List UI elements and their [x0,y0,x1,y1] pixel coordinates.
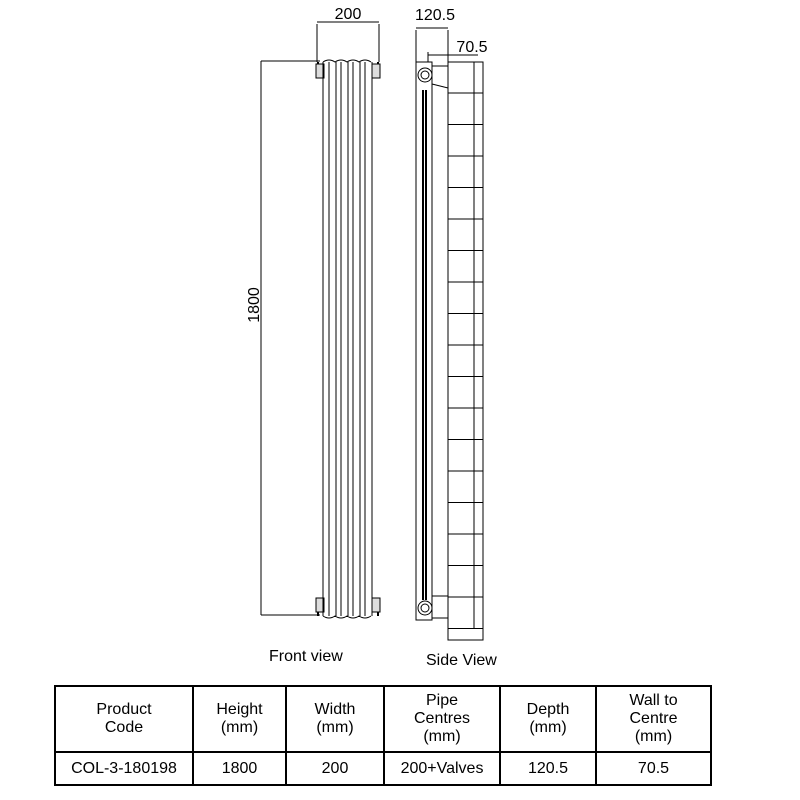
cell-pipe-centres: 200+Valves [384,752,500,785]
cell-height: 1800 [193,752,286,785]
wall-outline [448,62,483,640]
width-dimension: 200 [334,6,362,23]
header-depth: Depth (mm) [500,686,596,752]
wall-to-centre-dimension: 70.5 [456,39,488,56]
cell-depth: 120.5 [500,752,596,785]
header-wall-to-centre: Wall to Centre (mm) [596,686,711,752]
header-width: Width (mm) [286,686,384,752]
height-dimension: 1800 [246,287,263,323]
header-pipe-centres: Pipe Centres (mm) [384,686,500,752]
wall [448,62,483,641]
front-view-radiator [316,60,380,618]
dimension-lines [261,22,478,615]
cell-product-code: COL-3-180198 [55,752,193,785]
table-header-row [55,686,711,752]
side-view-radiator [416,62,448,620]
header-height: Height (mm) [193,686,286,752]
cell-wall-to-centre: 70.5 [596,752,711,785]
header-product-code: Product Code [55,686,193,752]
front-view-label: Front view [269,648,343,665]
side-view-label: Side View [426,652,497,669]
table-row [55,752,711,785]
cell-width: 200 [286,752,384,785]
spec-table [54,685,712,786]
depth-dimension: 120.5 [414,7,456,24]
